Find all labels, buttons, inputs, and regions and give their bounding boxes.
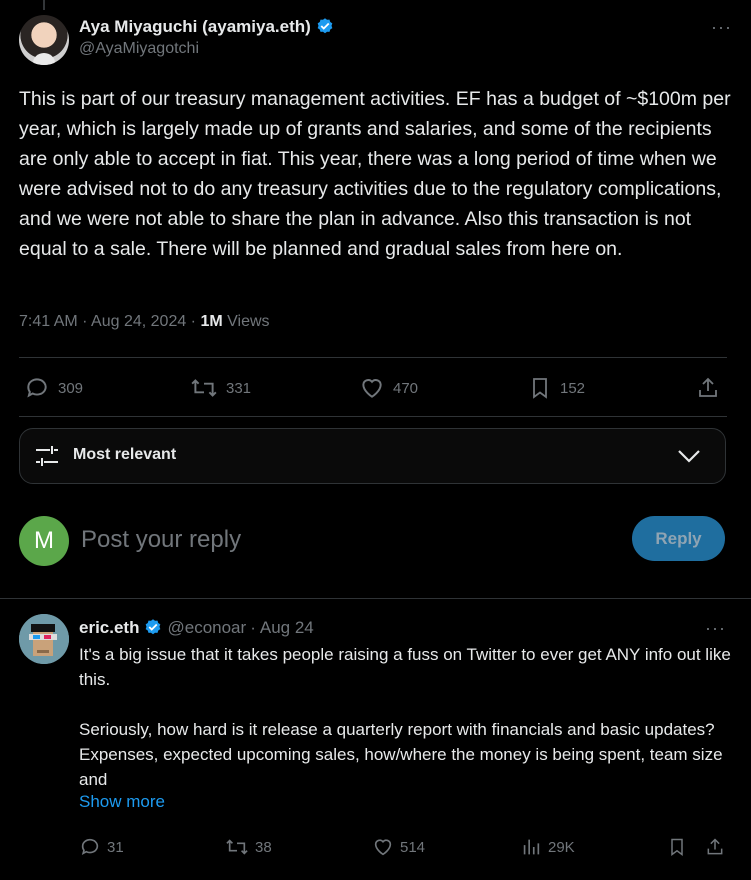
repost-action[interactable] <box>190 372 251 404</box>
divider <box>19 357 727 358</box>
author-avatar[interactable] <box>19 15 69 65</box>
sort-label: Most relevant <box>73 446 177 463</box>
views-label: Views <box>222 313 270 330</box>
views-action[interactable] <box>520 834 575 860</box>
reply-action[interactable] <box>79 834 124 860</box>
reply-author-avatar[interactable] <box>19 614 69 664</box>
reply-button[interactable]: Reply <box>632 516 725 561</box>
heart-icon <box>359 375 385 401</box>
tweet-meta <box>19 313 270 331</box>
repost-action[interactable] <box>225 834 272 860</box>
bookmark-count: 152 <box>560 379 586 397</box>
like-count: 470 <box>393 379 419 397</box>
like-action[interactable] <box>372 834 425 860</box>
reply-author-name[interactable]: eric.eth <box>79 618 140 637</box>
reply-composer <box>19 516 725 566</box>
views-count: 29K <box>548 838 575 856</box>
user-avatar[interactable]: M <box>19 516 69 566</box>
reply-paragraph: Seriously, how hard is it release a quarterly report with financials and basic updates? Expenses, expected upcoming sales, how/where the money is being spent, team size and <box>79 720 723 789</box>
heart-icon <box>372 836 394 858</box>
chevron-down-icon <box>677 447 701 465</box>
bar-chart-icon <box>520 836 542 858</box>
reply-date[interactable]: Aug 24 <box>259 618 314 637</box>
reply-count: 31 <box>107 838 124 856</box>
reply-sort-dropdown[interactable] <box>19 428 726 484</box>
reply-tweet-actions <box>79 834 727 860</box>
reply-paragraph: It's a big issue that it takes people raising a fuss on Twitter to ever get ANY info out like this. <box>79 645 731 689</box>
share-action[interactable] <box>696 372 720 404</box>
sliders-icon <box>34 444 60 468</box>
more-options-icon[interactable]: ··· <box>705 618 726 638</box>
repost-count: 331 <box>226 379 252 397</box>
share-icon <box>705 836 725 858</box>
repost-icon <box>190 375 218 401</box>
like-action[interactable] <box>359 372 418 404</box>
thread-line <box>43 0 45 10</box>
reply-author-handle[interactable]: @econoar <box>167 618 247 637</box>
share-icon <box>696 375 720 401</box>
bookmark-action[interactable] <box>667 834 687 860</box>
tweet-text: This is part of our treasury management activities. EF has a budget of ~$100m per year, which is largely made up of grants and salaries, and some of the recipients are only able to accept in fiat. This year, there was a long period of time when we were advised not to do any treasury activities due to the regulatory complications, and we were not able to share the plan in advance. Also this transaction is not equal to a sale. There will be planned and gradual sales from here on. <box>19 88 731 260</box>
reply-icon <box>24 375 50 401</box>
share-action[interactable] <box>705 834 725 860</box>
show-more-link[interactable]: Show more <box>79 792 165 811</box>
author-name[interactable]: Aya Miyaguchi (ayamiya.eth) <box>79 17 311 36</box>
reply-text <box>79 642 731 792</box>
more-options-icon[interactable]: ··· <box>711 17 732 37</box>
verified-badge-icon <box>143 618 163 638</box>
like-count: 514 <box>400 838 426 856</box>
bookmark-action[interactable] <box>528 372 585 404</box>
main-tweet-header <box>19 15 732 65</box>
reply-input[interactable]: Post your reply <box>81 526 242 553</box>
views-count: 1M <box>200 313 223 330</box>
reply-count: 309 <box>58 379 84 397</box>
reply-action[interactable] <box>24 372 83 404</box>
divider <box>19 416 727 417</box>
tweet-timestamp[interactable]: 7:41 AM · Aug 24, 2024 · <box>19 313 201 330</box>
repost-icon <box>225 836 249 858</box>
divider <box>0 598 751 599</box>
bookmark-icon <box>667 836 687 858</box>
bookmark-icon <box>528 375 552 401</box>
separator-dot: · <box>250 618 256 637</box>
verified-badge-icon <box>315 17 335 37</box>
author-handle[interactable]: @AyaMiyagotchi <box>79 40 199 57</box>
tweet-actions <box>24 372 724 404</box>
reply-icon <box>79 836 101 858</box>
repost-count: 38 <box>255 838 272 856</box>
